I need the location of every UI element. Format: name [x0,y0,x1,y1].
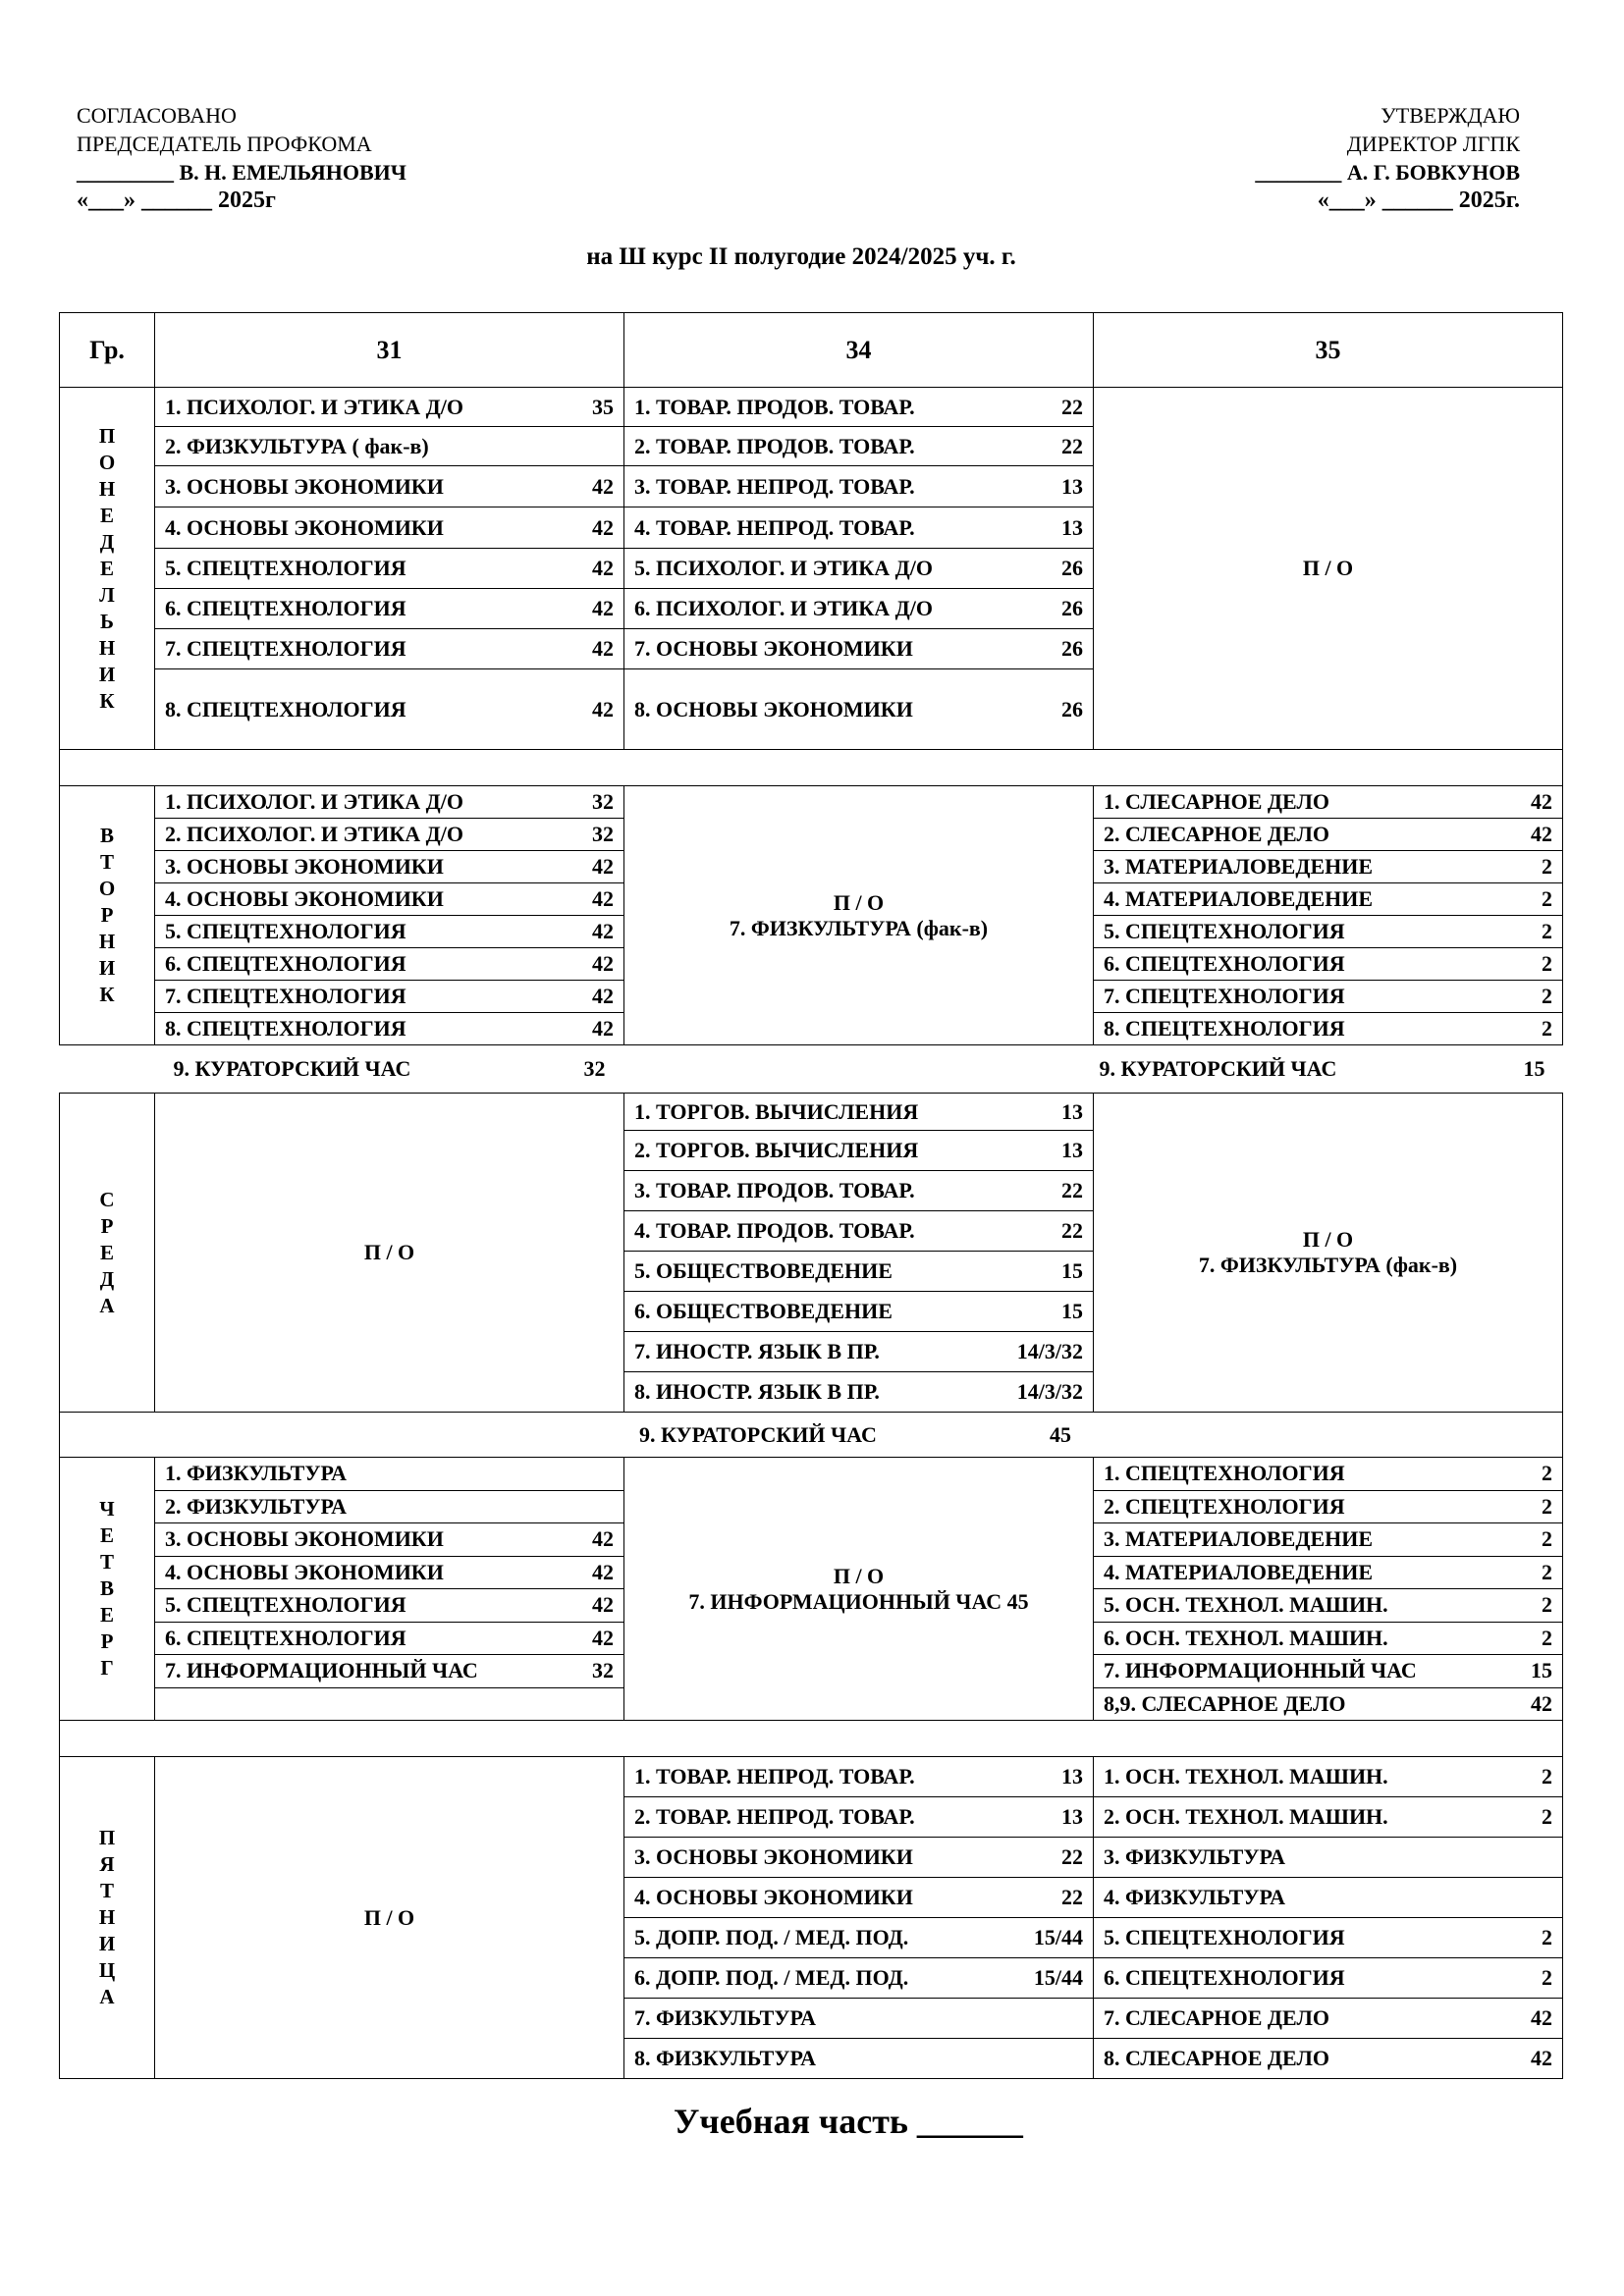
day-name: С Р Е Д А [99,1187,115,1317]
lesson-cell [1094,1999,1563,2039]
lesson-cell [624,1958,1094,1999]
lesson-name: 4. ОСНОВЫ ЭКОНОМИКИ [165,1559,444,1584]
room-number: 15 [1523,1056,1545,1081]
lesson-name: 4. ТОВАР. НЕПРОД. ТОВАР. [634,514,915,540]
cell-text: 7. ФИЗКУЛЬТУРА (фак-в) [1198,1253,1458,1277]
lesson-cell [624,466,1094,507]
lesson-name: 5. ОСН. ТЕХНОЛ. МАШИН. [1104,1592,1388,1618]
room-number: 22 [1061,1885,1083,1909]
group-31-practice [155,1094,624,1413]
room-number: 32 [583,1056,606,1081]
room-number: 2 [1542,1804,1552,1829]
lesson-cell [155,388,624,427]
lesson-name: 3. ФИЗКУЛЬТУРА [1104,1844,1285,1869]
lesson-cell [1094,948,1563,981]
lesson-cell [624,1918,1094,1958]
column-header-g31: 31 [155,313,624,388]
room-number: 2 [1542,919,1552,943]
room-number: 26 [1061,636,1083,661]
lesson-cell [624,1372,1094,1413]
lesson-cell [155,819,624,851]
lesson-cell [1094,916,1563,948]
lesson-name: 1. СПЕЦТЕХНОЛОГИЯ [1104,1461,1345,1486]
lesson-cell [155,1490,624,1523]
room-number: 2 [1542,984,1552,1008]
lesson-name: 2. ПСИХОЛОГ. И ЭТИКА Д/О [165,822,463,846]
lesson-name: 8,9. СЛЕСАРНОЕ ДЕЛО [1104,1690,1346,1716]
approval-right [1119,101,1520,215]
lesson-name: 6. СПЕЦТЕХНОЛОГИЯ [165,951,406,976]
group-35-practice [1094,388,1563,750]
room-number: 2 [1542,1925,1552,1949]
room-number: 2 [1542,951,1552,976]
room-number: 42 [592,1526,614,1552]
day-separator [60,750,1563,786]
lesson-name: 7. СПЕЦТЕХНОЛОГИЯ [165,984,406,1008]
room-number: 15 [1061,1299,1083,1323]
room-number: 2 [1542,1559,1552,1584]
lesson-cell [155,916,624,948]
lesson-cell [155,669,624,750]
room-number: 26 [1061,596,1083,620]
lesson-name: 4. ФИЗКУЛЬТУРА [1104,1885,1285,1909]
cell-text: П / О [833,889,885,915]
day-label-mon [60,388,155,750]
room-number: 14/3/32 [1016,1379,1083,1404]
lesson-name: 3. МАТЕРИАЛОВЕДЕНИЕ [1104,854,1374,879]
room-number: 42 [592,984,614,1008]
curator-hour-31 [60,1045,624,1094]
table-row [60,1757,1563,1797]
lesson-name: 8. СЛЕСАРНОЕ ДЕЛО [1104,2046,1329,2070]
room-number: 42 [592,473,614,499]
room-number: 2 [1542,854,1552,879]
curator-hour-35 [1094,1045,1563,1094]
lesson-cell [1094,2039,1563,2079]
curator-hour-34 [60,1413,1563,1458]
room-number: 2 [1542,1625,1552,1650]
lesson-name: 2. ТОВАР. НЕПРОД. ТОВАР. [634,1804,915,1829]
room-number: 13 [1061,514,1083,540]
cell-text: 7. ФИЗКУЛЬТУРА (фак-в) [729,915,989,940]
lesson-cell [624,2039,1094,2079]
table-row [60,313,1563,388]
group-34-practice [624,786,1094,1045]
room-number: 13 [1061,1098,1083,1124]
director-title: ДИРЕКТОР ЛГПК [1346,132,1520,156]
room-number: 42 [1531,2046,1552,2070]
lesson-name: 5. ОБЩЕСТВОВЕДЕНИЕ [634,1258,893,1283]
room-number: 32 [592,789,614,814]
curator-gap [624,1045,1094,1094]
lesson-name: 6. ОБЩЕСТВОВЕДЕНИЕ [634,1299,893,1323]
lesson-name: 6. ПСИХОЛОГ. И ЭТИКА Д/О [634,596,933,620]
lesson-name: 2. СЛЕСАРНОЕ ДЕЛО [1104,822,1329,846]
schedule-table [59,312,1563,2079]
room-number: 35 [592,394,614,419]
room-number: 42 [592,596,614,620]
lesson-cell [155,427,624,466]
lesson-cell [155,1622,624,1655]
lesson-cell [1094,1687,1563,1721]
room-number: 2 [1542,1016,1552,1041]
lesson-cell [1094,1838,1563,1878]
lesson-cell [155,507,624,549]
day-label-fri [60,1757,155,2079]
lesson-cell [1094,1490,1563,1523]
lesson-cell [624,549,1094,589]
day-separator [60,1721,1563,1757]
lesson-name: 7. СПЕЦТЕХНОЛОГИЯ [165,636,406,661]
room-number: 42 [592,886,614,911]
column-header-g34: 34 [624,313,1094,388]
lesson-cell [624,1999,1094,2039]
lesson-cell [155,1013,624,1045]
lesson-name: 3. ОСНОВЫ ЭКОНОМИКИ [165,473,444,499]
lesson-cell [155,851,624,883]
room-number: 22 [1061,1844,1083,1869]
room-number: 15/44 [1033,1965,1083,1990]
lesson-cell [1094,819,1563,851]
room-number: 13 [1061,1138,1083,1162]
lesson-cell [1094,851,1563,883]
table-row [60,750,1563,786]
room-number: 22 [1061,1178,1083,1202]
lesson-name: 6. СПЕЦТЕХНОЛОГИЯ [1104,951,1345,976]
lesson-name: 2. ТОВАР. ПРОДОВ. ТОВАР. [634,433,915,458]
lesson-cell [624,1171,1094,1211]
room-number: 22 [1061,394,1083,419]
lesson-name: 4. ОСНОВЫ ЭКОНОМИКИ [634,1885,913,1909]
room-number: 15 [1061,1258,1083,1283]
lesson-cell [155,549,624,589]
lesson-cell [155,948,624,981]
lesson-cell [1094,1458,1563,1491]
room-number: 2 [1542,1526,1552,1552]
lesson-cell [1094,981,1563,1013]
room-number: 42 [592,1592,614,1618]
table-row [60,786,1563,819]
lesson-name: 4. ОСНОВЫ ЭКОНОМИКИ [165,886,444,911]
lesson-name: 7. СЛЕСАРНОЕ ДЕЛО [1104,2005,1329,2030]
lesson-cell [155,883,624,916]
lesson-name: 5. ПСИХОЛОГ. И ЭТИКА Д/О [634,556,933,580]
lesson-name: 6. СПЕЦТЕХНОЛОГИЯ [165,1625,406,1650]
lesson-name: 2. ОСН. ТЕХНОЛ. МАШИН. [1104,1804,1388,1829]
group-35-practice [1094,1094,1563,1413]
approval-date-left: «___» ______ 2025г [77,187,276,213]
room-number: 42 [592,1016,614,1041]
lesson-cell [1094,1655,1563,1688]
table-row [60,1413,1563,1458]
approval-date-right: «___» ______ 2025г. [1317,187,1520,213]
lesson-cell [624,1878,1094,1918]
lesson-cell [624,427,1094,466]
lesson-name: 4. ТОВАР. ПРОДОВ. ТОВАР. [634,1218,915,1243]
lesson-cell [624,669,1094,750]
chairman-title: ПРЕДСЕДАТЕЛЬ ПРОФКОМА [77,132,372,156]
lesson-name: 1. ПСИХОЛОГ. И ЭТИКА Д/О [165,394,463,419]
lesson-name: 3. ТОВАР. ПРОДОВ. ТОВАР. [634,1178,915,1202]
room-number: 45 [1050,1421,1071,1447]
lesson-cell [624,507,1094,549]
lesson-name: 6. СПЕЦТЕХНОЛОГИЯ [1104,1965,1345,1990]
room-number: 42 [1531,2005,1552,2030]
lesson-cell [1094,1556,1563,1589]
lesson-cell [1094,1958,1563,1999]
lesson-name: 7. СПЕЦТЕХНОЛОГИЯ [1104,984,1345,1008]
day-name: Ч Е Т В Е Р Г [99,1497,115,1680]
curator-label: 9. КУРАТОРСКИЙ ЧАС [173,1056,411,1081]
day-label-tue [60,786,155,1045]
room-number: 26 [1061,556,1083,580]
lesson-name: 8. СПЕЦТЕХНОЛОГИЯ [165,696,406,721]
lesson-name: 1. ТОВАР. ПРОДОВ. ТОВАР. [634,394,915,419]
lesson-cell [155,1556,624,1589]
lesson-cell [155,1687,624,1721]
room-number: 2 [1542,1493,1552,1519]
table-row [60,1458,1563,1491]
lesson-cell [624,1797,1094,1838]
room-number: 42 [1531,789,1552,814]
group-34-practice [624,1458,1094,1721]
column-header-group: Гр. [60,313,155,388]
lesson-cell [155,629,624,669]
room-number: 42 [592,951,614,976]
lesson-cell [624,589,1094,629]
lesson-name: 2. ТОРГОВ. ВЫЧИСЛЕНИЯ [634,1138,919,1162]
room-number: 42 [592,514,614,540]
lesson-name: 1. СЛЕСАРНОЕ ДЕЛО [1104,789,1329,814]
room-number: 42 [1531,822,1552,846]
lesson-cell [1094,1013,1563,1045]
lesson-name: 5. СПЕЦТЕХНОЛОГИЯ [165,1592,406,1618]
chairman-signature: _________ В. Н. ЕМЕЛЬЯНОВИЧ [77,160,406,185]
room-number: 32 [592,1658,614,1683]
room-number: 13 [1061,1764,1083,1789]
director-signature: ________ А. Г. БОВКУНОВ [1255,160,1520,185]
room-number: 42 [1531,1690,1552,1716]
lesson-name: 4. МАТЕРИАЛОВЕДЕНИЕ [1104,1559,1374,1584]
lesson-name: 5. СПЕЦТЕХНОЛОГИЯ [1104,1925,1345,1949]
lesson-name: 5. СПЕЦТЕХНОЛОГИЯ [165,556,406,580]
cell-text: 7. ИНФОРМАЦИОННЫЙ ЧАС 45 [688,1588,1029,1614]
room-number: 13 [1061,473,1083,499]
lesson-name: 2. ФИЗКУЛЬТУРА [165,1493,347,1519]
room-number: 2 [1542,1764,1552,1789]
study-office-signature: Учебная часть ______ [674,2102,1023,2141]
curator-label: 9. КУРАТОРСКИЙ ЧАС [639,1421,877,1447]
lesson-cell [155,1655,624,1688]
lesson-cell [1094,1757,1563,1797]
lesson-cell [624,1252,1094,1292]
lesson-cell [624,1131,1094,1171]
lesson-cell [1094,1918,1563,1958]
lesson-cell [155,589,624,629]
day-label-thu [60,1458,155,1721]
lesson-cell [624,1211,1094,1252]
lesson-name: 6. ДОПР. ПОД. / МЕД. ПОД. [634,1965,909,1990]
room-number: 22 [1061,433,1083,458]
lesson-name: 3. ОСНОВЫ ЭКОНОМИКИ [634,1844,913,1869]
room-number: 42 [592,1625,614,1650]
day-name: П Я Т Н И Ц А [98,1826,116,2008]
lesson-cell [624,388,1094,427]
room-number: 42 [592,854,614,879]
table-row [60,388,1563,427]
cell-text: П / О [363,1240,415,1264]
lesson-cell [1094,1878,1563,1918]
lesson-name: 7. ОСНОВЫ ЭКОНОМИКИ [634,636,913,661]
room-number: 15 [1531,1658,1552,1683]
lesson-name: 2. ФИЗКУЛЬТУРА ( фак-в) [165,433,429,458]
lesson-name: 4. ОСНОВЫ ЭКОНОМИКИ [165,514,444,540]
lesson-cell [624,1292,1094,1332]
day-name: В Т О Р Н И К [98,824,116,1006]
lesson-name: 8. СПЕЦТЕХНОЛОГИЯ [165,1016,406,1041]
room-number: 22 [1061,1218,1083,1243]
cell-text: П / О [363,1904,415,1930]
approval-left [77,101,626,215]
room-number: 14/3/32 [1016,1339,1083,1363]
lesson-name: 8. ИНОСТР. ЯЗЫК В ПР. [634,1379,880,1404]
lesson-cell [624,1094,1094,1131]
cell-text: П / О [1302,556,1354,580]
room-number: 32 [592,822,614,846]
lesson-cell [155,981,624,1013]
lesson-name: 3. ОСНОВЫ ЭКОНОМИКИ [165,854,444,879]
lesson-name: 1. ТОРГОВ. ВЫЧИСЛЕНИЯ [634,1098,919,1124]
column-header-g35: 35 [1094,313,1563,388]
room-number: 26 [1061,696,1083,721]
lesson-cell [624,1757,1094,1797]
lesson-name: 3. МАТЕРИАЛОВЕДЕНИЕ [1104,1526,1374,1552]
lesson-cell [1094,1589,1563,1623]
lesson-cell [624,1332,1094,1372]
lesson-cell [1094,883,1563,916]
lesson-cell [155,466,624,507]
lesson-cell [1094,1797,1563,1838]
cell-text: П / О [833,1563,885,1588]
table-row [60,1721,1563,1757]
table-row [60,1094,1563,1131]
lesson-name: 5. СПЕЦТЕХНОЛОГИЯ [165,919,406,943]
lesson-name: 6. СПЕЦТЕХНОЛОГИЯ [165,596,406,620]
lesson-cell [1094,786,1563,819]
lesson-name: 7. ФИЗКУЛЬТУРА [634,2005,816,2030]
lesson-name: 3. ОСНОВЫ ЭКОНОМИКИ [165,1526,444,1552]
room-number: 42 [592,919,614,943]
lesson-name: 5. СПЕЦТЕХНОЛОГИЯ [1104,919,1345,943]
room-number: 2 [1542,886,1552,911]
room-number: 42 [592,1559,614,1584]
schedule-subtitle: на Ш курс II полугодие 2024/2025 уч. г. [586,243,1016,270]
room-number: 42 [592,556,614,580]
room-number: 15/44 [1033,1925,1083,1949]
lesson-cell [1094,1622,1563,1655]
lesson-name: 2. СПЕЦТЕХНОЛОГИЯ [1104,1493,1345,1519]
lesson-name: 7. ИНФОРМАЦИОННЫЙ ЧАС [1104,1658,1417,1683]
lesson-name: 8. ФИЗКУЛЬТУРА [634,2046,816,2070]
lesson-name: 5. ДОПР. ПОД. / МЕД. ПОД. [634,1925,909,1949]
day-name: П О Н Е Д Е Л Ь Н И К [98,423,116,713]
lesson-name: 7. ИНФОРМАЦИОННЫЙ ЧАС [165,1658,478,1683]
confirm-label: УТВЕРЖДАЮ [1380,103,1520,128]
room-number: 42 [592,696,614,721]
lesson-name: 8. СПЕЦТЕХНОЛОГИЯ [1104,1016,1345,1041]
lesson-cell [624,629,1094,669]
lesson-cell [155,1589,624,1623]
lesson-name: 1. ТОВАР. НЕПРОД. ТОВАР. [634,1764,915,1789]
lesson-cell [624,1838,1094,1878]
lesson-name: 1. ОСН. ТЕХНОЛ. МАШИН. [1104,1764,1388,1789]
lesson-name: 6. ОСН. ТЕХНОЛ. МАШИН. [1104,1625,1388,1650]
day-label-wed [60,1094,155,1413]
lesson-name: 7. ИНОСТР. ЯЗЫК В ПР. [634,1339,880,1363]
lesson-name: 4. МАТЕРИАЛОВЕДЕНИЕ [1104,886,1374,911]
lesson-name: 1. ФИЗКУЛЬТУРА [165,1461,347,1486]
lesson-name: 1. ПСИХОЛОГ. И ЭТИКА Д/О [165,789,463,814]
lesson-cell [155,1458,624,1491]
approved-label: СОГЛАСОВАНО [77,103,237,128]
room-number: 42 [592,636,614,661]
room-number: 13 [1061,1804,1083,1829]
room-number: 2 [1542,1965,1552,1990]
group-31-practice [155,1757,624,2079]
lesson-cell [1094,1523,1563,1557]
lesson-cell [155,786,624,819]
curator-label: 9. КУРАТОРСКИЙ ЧАС [1099,1056,1337,1081]
table-row [60,1045,1563,1094]
lesson-name: 8. ОСНОВЫ ЭКОНОМИКИ [634,696,913,721]
room-number: 2 [1542,1461,1552,1486]
lesson-cell [155,1523,624,1557]
lesson-name: 3. ТОВАР. НЕПРОД. ТОВАР. [634,473,915,499]
room-number: 2 [1542,1592,1552,1618]
cell-text: П / О [1302,1227,1354,1252]
